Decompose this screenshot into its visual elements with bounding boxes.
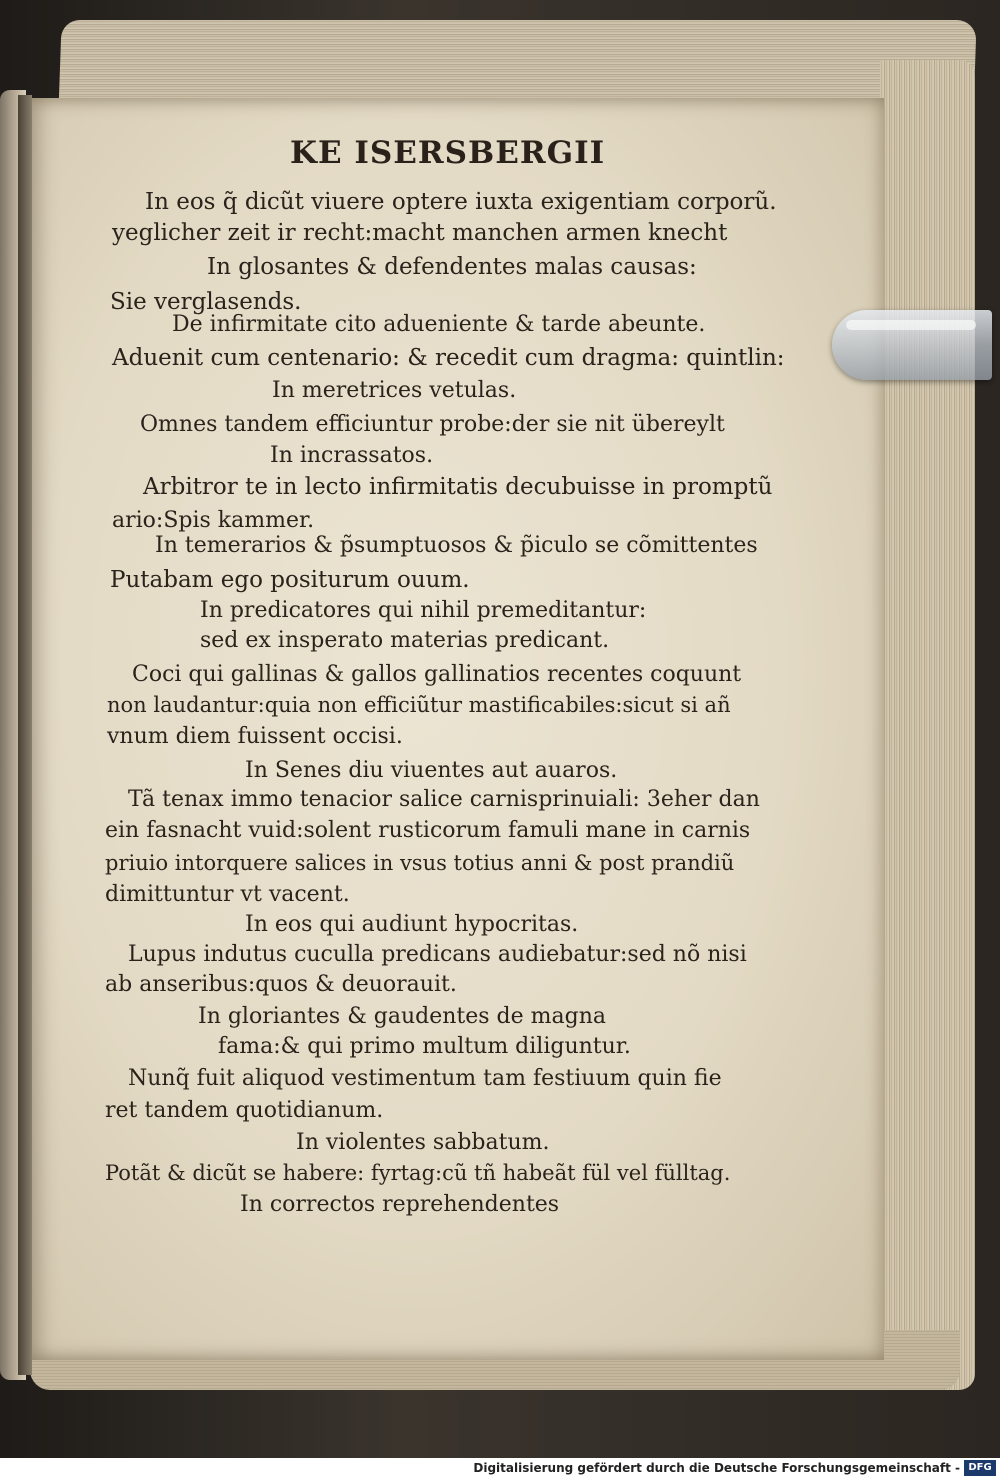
text-line: ein fasnacht vuid:solent rusticorum famuli mane in carnis bbox=[105, 818, 751, 843]
text-line: In Senes diu viuentes aut auaros. bbox=[245, 758, 618, 783]
text-line: Coci qui gallinas & gallos gallinatios recentes coquunt bbox=[132, 662, 742, 687]
text-line: In violentes sabbatum. bbox=[296, 1130, 550, 1155]
text-line: In gloriantes & gaudentes de magna bbox=[198, 1004, 606, 1029]
text-line: In predicatores qui nihil premeditantur: bbox=[200, 598, 647, 623]
text-line: Aduenit cum centenario: & recedit cum dragma: quintlin: bbox=[112, 345, 785, 371]
text-line: In meretrices vetulas. bbox=[272, 378, 517, 403]
page-clip-highlight bbox=[846, 320, 976, 330]
footer-credit: Digitalisierung gefördert durch die Deutsche Forschungsgemeinschaft - bbox=[473, 1461, 960, 1475]
text-line: Omnes tandem efficiuntur probe:der sie nit übereylt bbox=[140, 412, 725, 437]
footer-bar bbox=[0, 1458, 1000, 1480]
text-line: De infirmitate cito adueniente & tarde abeunte. bbox=[172, 312, 706, 337]
page-clip bbox=[832, 310, 992, 380]
running-head: KE ISERSBERGII bbox=[290, 135, 606, 171]
text-line: In correctos reprehendentes bbox=[240, 1192, 560, 1217]
text-line: ario:Spis kammer. bbox=[112, 508, 315, 533]
text-line: In eos qui audiunt hypocritas. bbox=[245, 912, 579, 937]
text-line: sed ex insperato materias predicant. bbox=[200, 628, 610, 653]
text-line: In eos q̃ dicũt viuere optere iuxta exigentiam corporũ. bbox=[145, 189, 777, 215]
dfg-logo: DFG bbox=[964, 1460, 996, 1476]
text-line: In incrassatos. bbox=[270, 443, 434, 468]
text-line: In glosantes & defendentes malas causas: bbox=[207, 254, 697, 280]
text-line: In temerarios & p̃sumptuosos & p̃iculo se cõmittentes bbox=[155, 533, 758, 558]
text-line: Putabam ego positurum ouum. bbox=[110, 567, 470, 593]
text-line: Nunq̃ fuit aliquod vestimentum tam festiuum quin fie bbox=[128, 1066, 722, 1091]
text-line: Potãt & dicũt se habere: fyrtag:cũ tñ habeãt fül vel fülltag. bbox=[105, 1161, 731, 1185]
text-line: non laudantur:quia non efficiũtur mastificabiles:sicut si añ bbox=[107, 693, 731, 717]
text-line: priuio intorquere salices in vsus totius anni & post prandiũ bbox=[105, 851, 735, 875]
text-line: ab anseribus:quos & deuorauit. bbox=[105, 972, 457, 997]
text-line: fama:& qui primo multum diliguntur. bbox=[218, 1034, 631, 1059]
text-line: dimittuntur vt vacent. bbox=[105, 882, 350, 907]
text-line: Lupus indutus cuculla predicans audiebatur:sed nõ nisi bbox=[128, 942, 747, 967]
text-line: yeglicher zeit ir recht:macht manchen armen knecht bbox=[112, 220, 728, 246]
text-line: Sie verglasends. bbox=[110, 289, 302, 315]
text-line: Tã tenax immo tenacior salice carnisprinuiali: 3eher dan bbox=[128, 787, 760, 812]
text-line: Arbitror te in lecto infirmitatis decubuisse in promptũ bbox=[143, 474, 773, 500]
text-line: ret tandem quotidianum. bbox=[105, 1098, 384, 1123]
text-line: vnum diem fuissent occisi. bbox=[107, 724, 403, 749]
